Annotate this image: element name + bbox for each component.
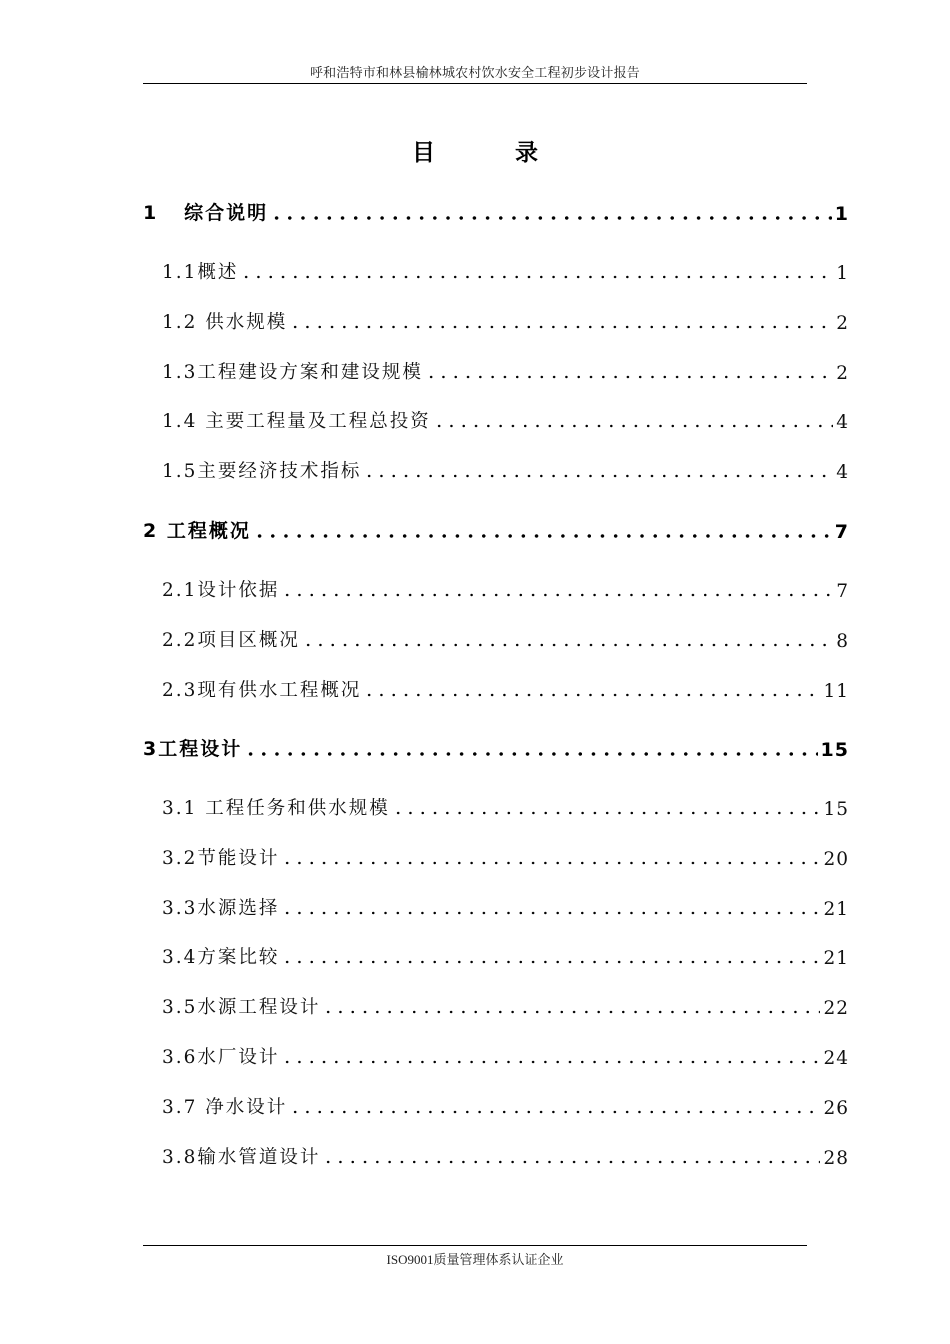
toc-entry-page: 28 — [823, 1148, 849, 1169]
toc-entry-title: 1.2 供水规模 — [162, 312, 288, 333]
page-footer: ISO9001质量管理体系认证企业 — [386, 1252, 564, 1267]
toc-entry-page: 21 — [823, 899, 849, 920]
toc-entry-title: 1.5主要经济技术指标 — [162, 461, 362, 482]
dot-leader — [322, 1010, 820, 1014]
toc-entry-title: 2.2项目区概况 — [162, 630, 300, 651]
dot-leader — [433, 424, 833, 428]
toc-entry-title: 3.5水源工程设计 — [162, 997, 321, 1018]
toc-entry-section[interactable] — [162, 403, 849, 433]
toc-entry-page: 24 — [823, 1048, 849, 1069]
toc-entry-page: 1 — [836, 263, 849, 284]
toc-entry-page: 7 — [836, 581, 849, 602]
dot-leader — [240, 275, 833, 279]
dot-leader — [270, 216, 832, 220]
toc-entry-chapter[interactable] — [143, 731, 849, 761]
toc-entry-chapter[interactable] — [143, 195, 849, 225]
toc-entry-page: 22 — [823, 998, 849, 1019]
toc-entry-page: 2 — [836, 363, 849, 384]
toc-entry-title: 3.8输水管道设计 — [162, 1147, 321, 1168]
dot-leader — [363, 693, 820, 697]
dot-leader — [392, 811, 821, 815]
toc-entry-section[interactable] — [162, 453, 849, 483]
toc-entry-page: 26 — [823, 1098, 849, 1119]
toc-title-char: 目 — [412, 140, 435, 166]
dot-leader — [289, 1110, 820, 1114]
dot-leader — [281, 911, 820, 915]
toc-entry-title: 3.4方案比较 — [162, 947, 280, 968]
toc-entry-section[interactable] — [162, 622, 849, 652]
page-header: 呼和浩特市和林县榆林城农村饮水安全工程初步设计报告 — [309, 65, 640, 80]
toc-entry-section[interactable] — [162, 254, 849, 284]
toc-entry-page: 21 — [823, 948, 849, 969]
toc-entry-title: 2.3现有供水工程概况 — [162, 680, 362, 701]
dot-leader — [281, 593, 833, 597]
toc-entry-chapter[interactable] — [143, 513, 849, 543]
toc-entry-section[interactable] — [162, 304, 849, 334]
toc-entry-page: 4 — [836, 462, 849, 483]
toc-entry-section[interactable] — [162, 1089, 849, 1119]
toc-entry-title: 3.7 净水设计 — [162, 1097, 288, 1118]
toc-entry-page: 11 — [823, 681, 849, 702]
toc-entry-title: 3.2节能设计 — [162, 848, 280, 869]
dot-leader — [281, 861, 820, 865]
header-divider — [143, 83, 807, 84]
toc-entry-page: 15 — [820, 739, 849, 761]
toc-entry-section[interactable] — [162, 1039, 849, 1069]
toc-entry-title: 3.1 工程任务和供水规模 — [162, 798, 390, 819]
toc-entry-section[interactable] — [162, 354, 849, 384]
toc-entry-page: 2 — [836, 313, 849, 334]
dot-leader — [281, 960, 820, 964]
dot-leader — [425, 375, 833, 379]
toc-entry-section[interactable] — [162, 790, 849, 820]
dot-leader — [244, 752, 817, 756]
toc-entry-title: 1.1概述 — [162, 262, 239, 283]
toc-title-char: 录 — [515, 140, 538, 166]
toc-entry-title: 1.4 主要工程量及工程总投资 — [162, 411, 431, 432]
toc-entry-title: 2 工程概况 — [143, 520, 251, 542]
toc-entry-page: 7 — [834, 521, 849, 543]
toc-entry-page: 8 — [836, 631, 849, 652]
dot-leader — [322, 1160, 820, 1164]
toc-entry-title: 3工程设计 — [143, 738, 243, 760]
toc-entry-title: 1 综合说明 — [143, 202, 269, 224]
toc-entry-section[interactable] — [162, 989, 849, 1019]
dot-leader — [281, 1060, 820, 1064]
dot-leader — [302, 643, 833, 647]
dot-leader — [363, 474, 833, 478]
toc-entry-section[interactable] — [162, 939, 849, 969]
footer-divider — [143, 1245, 807, 1246]
toc-entry-section[interactable] — [162, 890, 849, 920]
toc-entry-page: 15 — [823, 799, 849, 820]
toc-entry-title: 3.6水厂设计 — [162, 1047, 280, 1068]
dot-leader — [289, 325, 833, 329]
toc-entry-title: 2.1设计依据 — [162, 580, 280, 601]
toc-entry-section[interactable] — [162, 840, 849, 870]
dot-leader — [253, 534, 832, 538]
toc-entry-title: 1.3工程建设方案和建设规模 — [162, 362, 423, 383]
toc-entry-page: 4 — [836, 412, 849, 433]
toc-entry-page: 1 — [834, 203, 849, 225]
toc-entry-title: 3.3水源选择 — [162, 898, 280, 919]
toc-entry-section[interactable] — [162, 1139, 849, 1169]
toc-entry-page: 20 — [823, 849, 849, 870]
toc-entry-section[interactable] — [162, 572, 849, 602]
toc-entry-section[interactable] — [162, 672, 849, 702]
toc-title — [0, 134, 950, 167]
